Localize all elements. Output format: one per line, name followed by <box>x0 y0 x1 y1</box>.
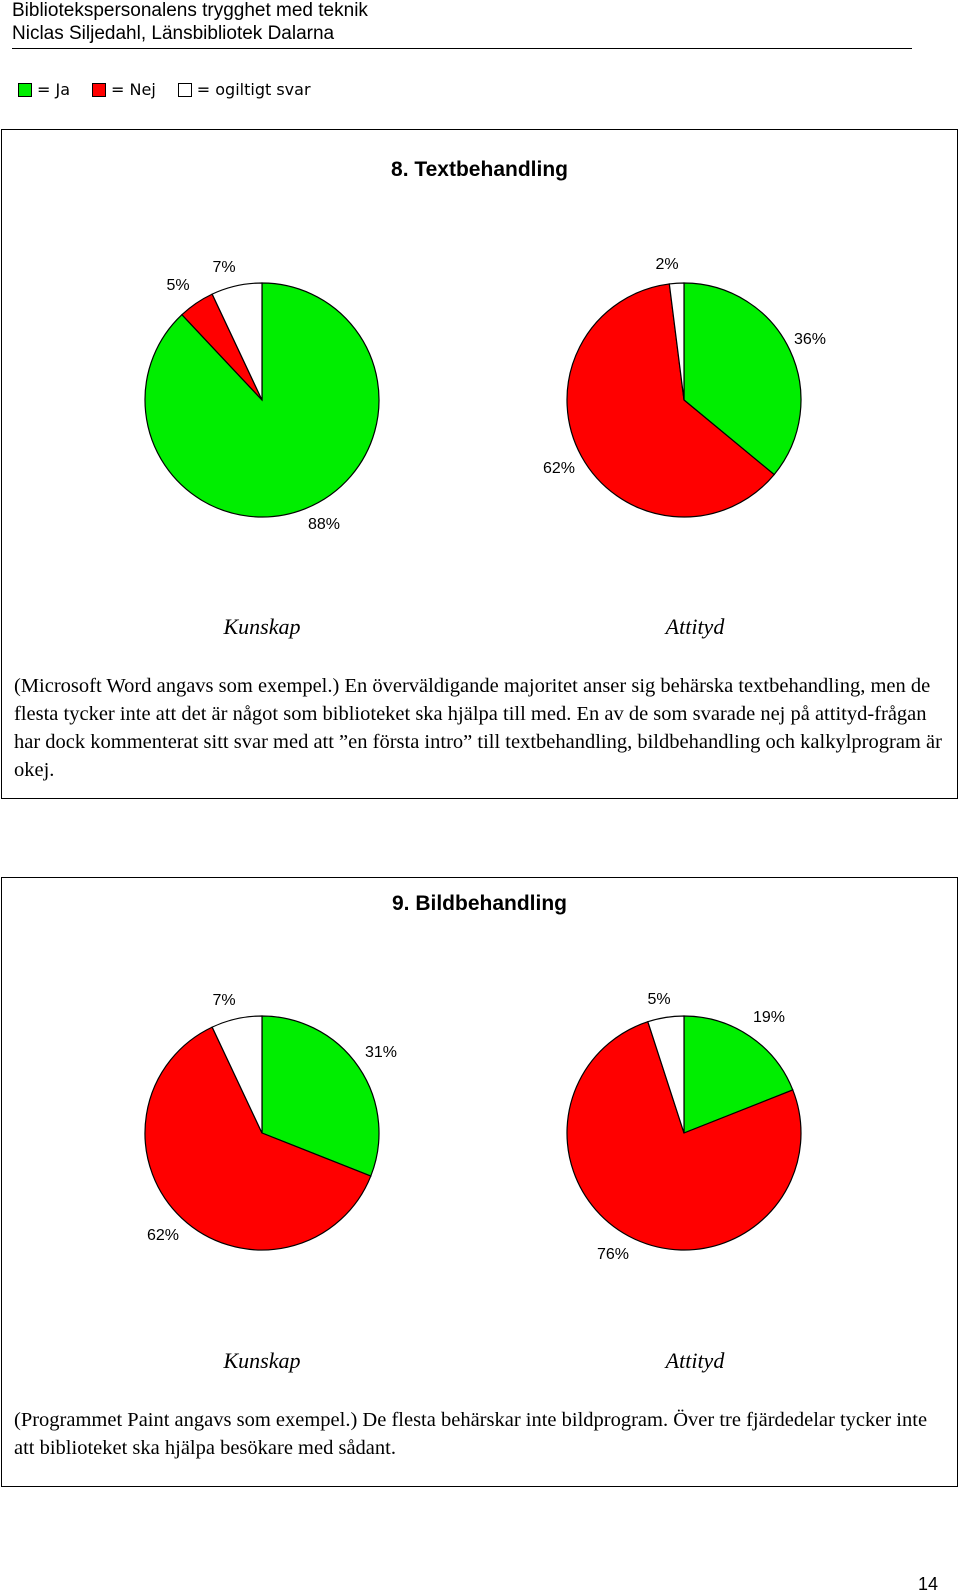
section-body-text: (Microsoft Word angavs som exempel.) En överväldigande majoritet anser sig behärska textbehandling, men de flesta tycker inte att det är något som biblioteket ska hjälpa till med. En av de som svarade nej på attityd-frågan har dock kommenterat sitt svar med att ”en första intro” till textbehandling, bildbehandling och kalkylprogram är okej. <box>14 675 942 781</box>
document-header-title: Bibliotekspersonalens trygghet med teknik <box>12 0 368 21</box>
document-header-author: Niclas Siljedahl, Länsbibliotek Dalarna <box>12 23 335 44</box>
legend-label-nej: = Nej <box>111 80 156 99</box>
caption-kunskap: Kunskap <box>223 614 301 639</box>
section-body-text: (Programmet Paint angavs som exempel.) De flesta behärskar inte bildprogram. Över tre fjärdedelar tycker inte att biblioteket ska hjälpa besökare med sådant. <box>14 1409 928 1459</box>
data-label-ja: 19% <box>752 1009 786 1026</box>
data-label-ja: 36% <box>793 331 827 348</box>
caption-attityd: Attityd <box>665 614 725 639</box>
data-label-ogiltigt-svar: 7% <box>212 992 236 1009</box>
legend-label-ogiltigt: = ogiltigt svar <box>196 80 311 99</box>
chart-title: 8. Textbehandling <box>391 158 568 181</box>
header-divider <box>12 48 912 49</box>
data-label-nej: 76% <box>596 1246 630 1263</box>
legend-item-nej <box>92 80 156 99</box>
legend-swatch-ogiltigt <box>178 83 192 97</box>
data-label-nej: 62% <box>542 460 576 477</box>
data-label-ja: 31% <box>364 1044 398 1061</box>
data-label-ogiltigt-svar: 5% <box>647 991 671 1008</box>
legend-item-ja <box>18 80 70 99</box>
chart-panel-textbehandling <box>1 129 958 799</box>
legend-swatch-ja <box>18 83 32 97</box>
legend-label-ja: = Ja <box>37 80 71 99</box>
legend-item-ogiltigt <box>178 80 311 99</box>
caption-kunskap: Kunskap <box>223 1348 301 1373</box>
pie-chart-kunskap <box>143 281 381 519</box>
legend-swatch-nej <box>92 83 106 97</box>
legend <box>18 80 333 99</box>
pie-chart-attityd <box>565 281 803 519</box>
page-number: 14 <box>917 1574 938 1594</box>
data-label-ogiltigt-svar: 7% <box>212 259 236 276</box>
data-label-ja: 88% <box>307 516 341 533</box>
pie-chart-attityd <box>565 1014 803 1252</box>
data-label-nej: 5% <box>166 277 190 294</box>
chart-title: 9. Bildbehandling <box>391 892 567 915</box>
pie-chart-kunskap <box>143 1014 381 1252</box>
data-label-ogiltigt-svar: 2% <box>655 256 679 273</box>
caption-attityd: Attityd <box>665 1348 725 1373</box>
chart-panel-bildbehandling <box>1 877 958 1487</box>
data-label-nej: 62% <box>146 1227 180 1244</box>
